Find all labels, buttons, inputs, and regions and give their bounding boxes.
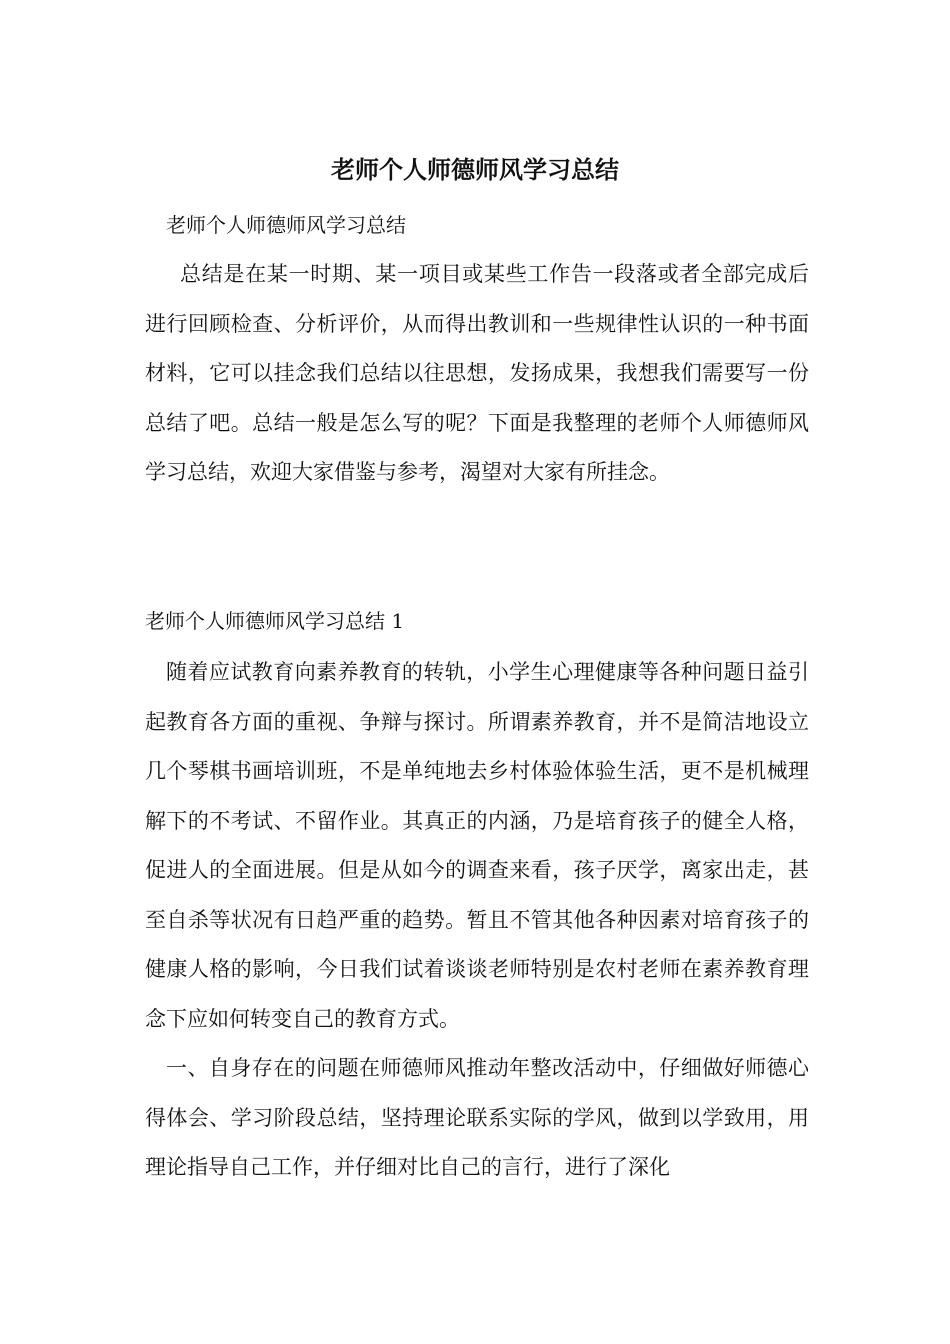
section-heading: 老师个人师德师风学习总结 1 (145, 609, 405, 633)
body-paragraph-1: 随着应试教育向素养教育的转轨，小学生心理健康等各种问题日益引起教育各方面的重视、争辩与探讨。所谓素养教育，并不是简洁地设立几个琴棋书画培训班，不是单纯地去乡村体验体验生活，更不是机械理解下的不考试、不留作业。其真正的内涵，乃是培育孩子的健全人格，促进人的全面进展。但是从如今的调查来看，孩子厌学，离家出走，甚至自杀等状况有日趋严重的趋势。暂且不管其他各种因素对培育孩子的健康人格的影响，今日我们试着谈谈老师特别是农村老师在素养教育理念下应如何转变自己的教育方式。 (145, 660, 809, 1031)
document-subtitle: 老师个人师德师风学习总结 (166, 213, 406, 237)
document-title: 老师个人师德师风学习总结 (331, 156, 619, 184)
intro-paragraph: 总结是在某一时期、某一项目或某些工作告一段落或者全部完成后进行回顾检查、分析评价，从而得出教训和一些规律性认识的一种书面材料，它可以挂念我们总结以往思想，发扬成果，我想我们需要写一份总结了吧。总结一般是怎么写的呢？下面是我整理的老师个人师德师风学习总结，欢迎大家借鉴与参考，渴望对大家有所挂念。 (145, 262, 809, 484)
body-paragraph-2: 一、自身存在的问题在师德师风推动年整改活动中，仔细做好师德心得体会、学习阶段总结，坚持理论联系实际的学风，做到以学致用，用理论指导自己工作，并仔细对比自己的言行，进行了深化 (145, 1056, 809, 1179)
